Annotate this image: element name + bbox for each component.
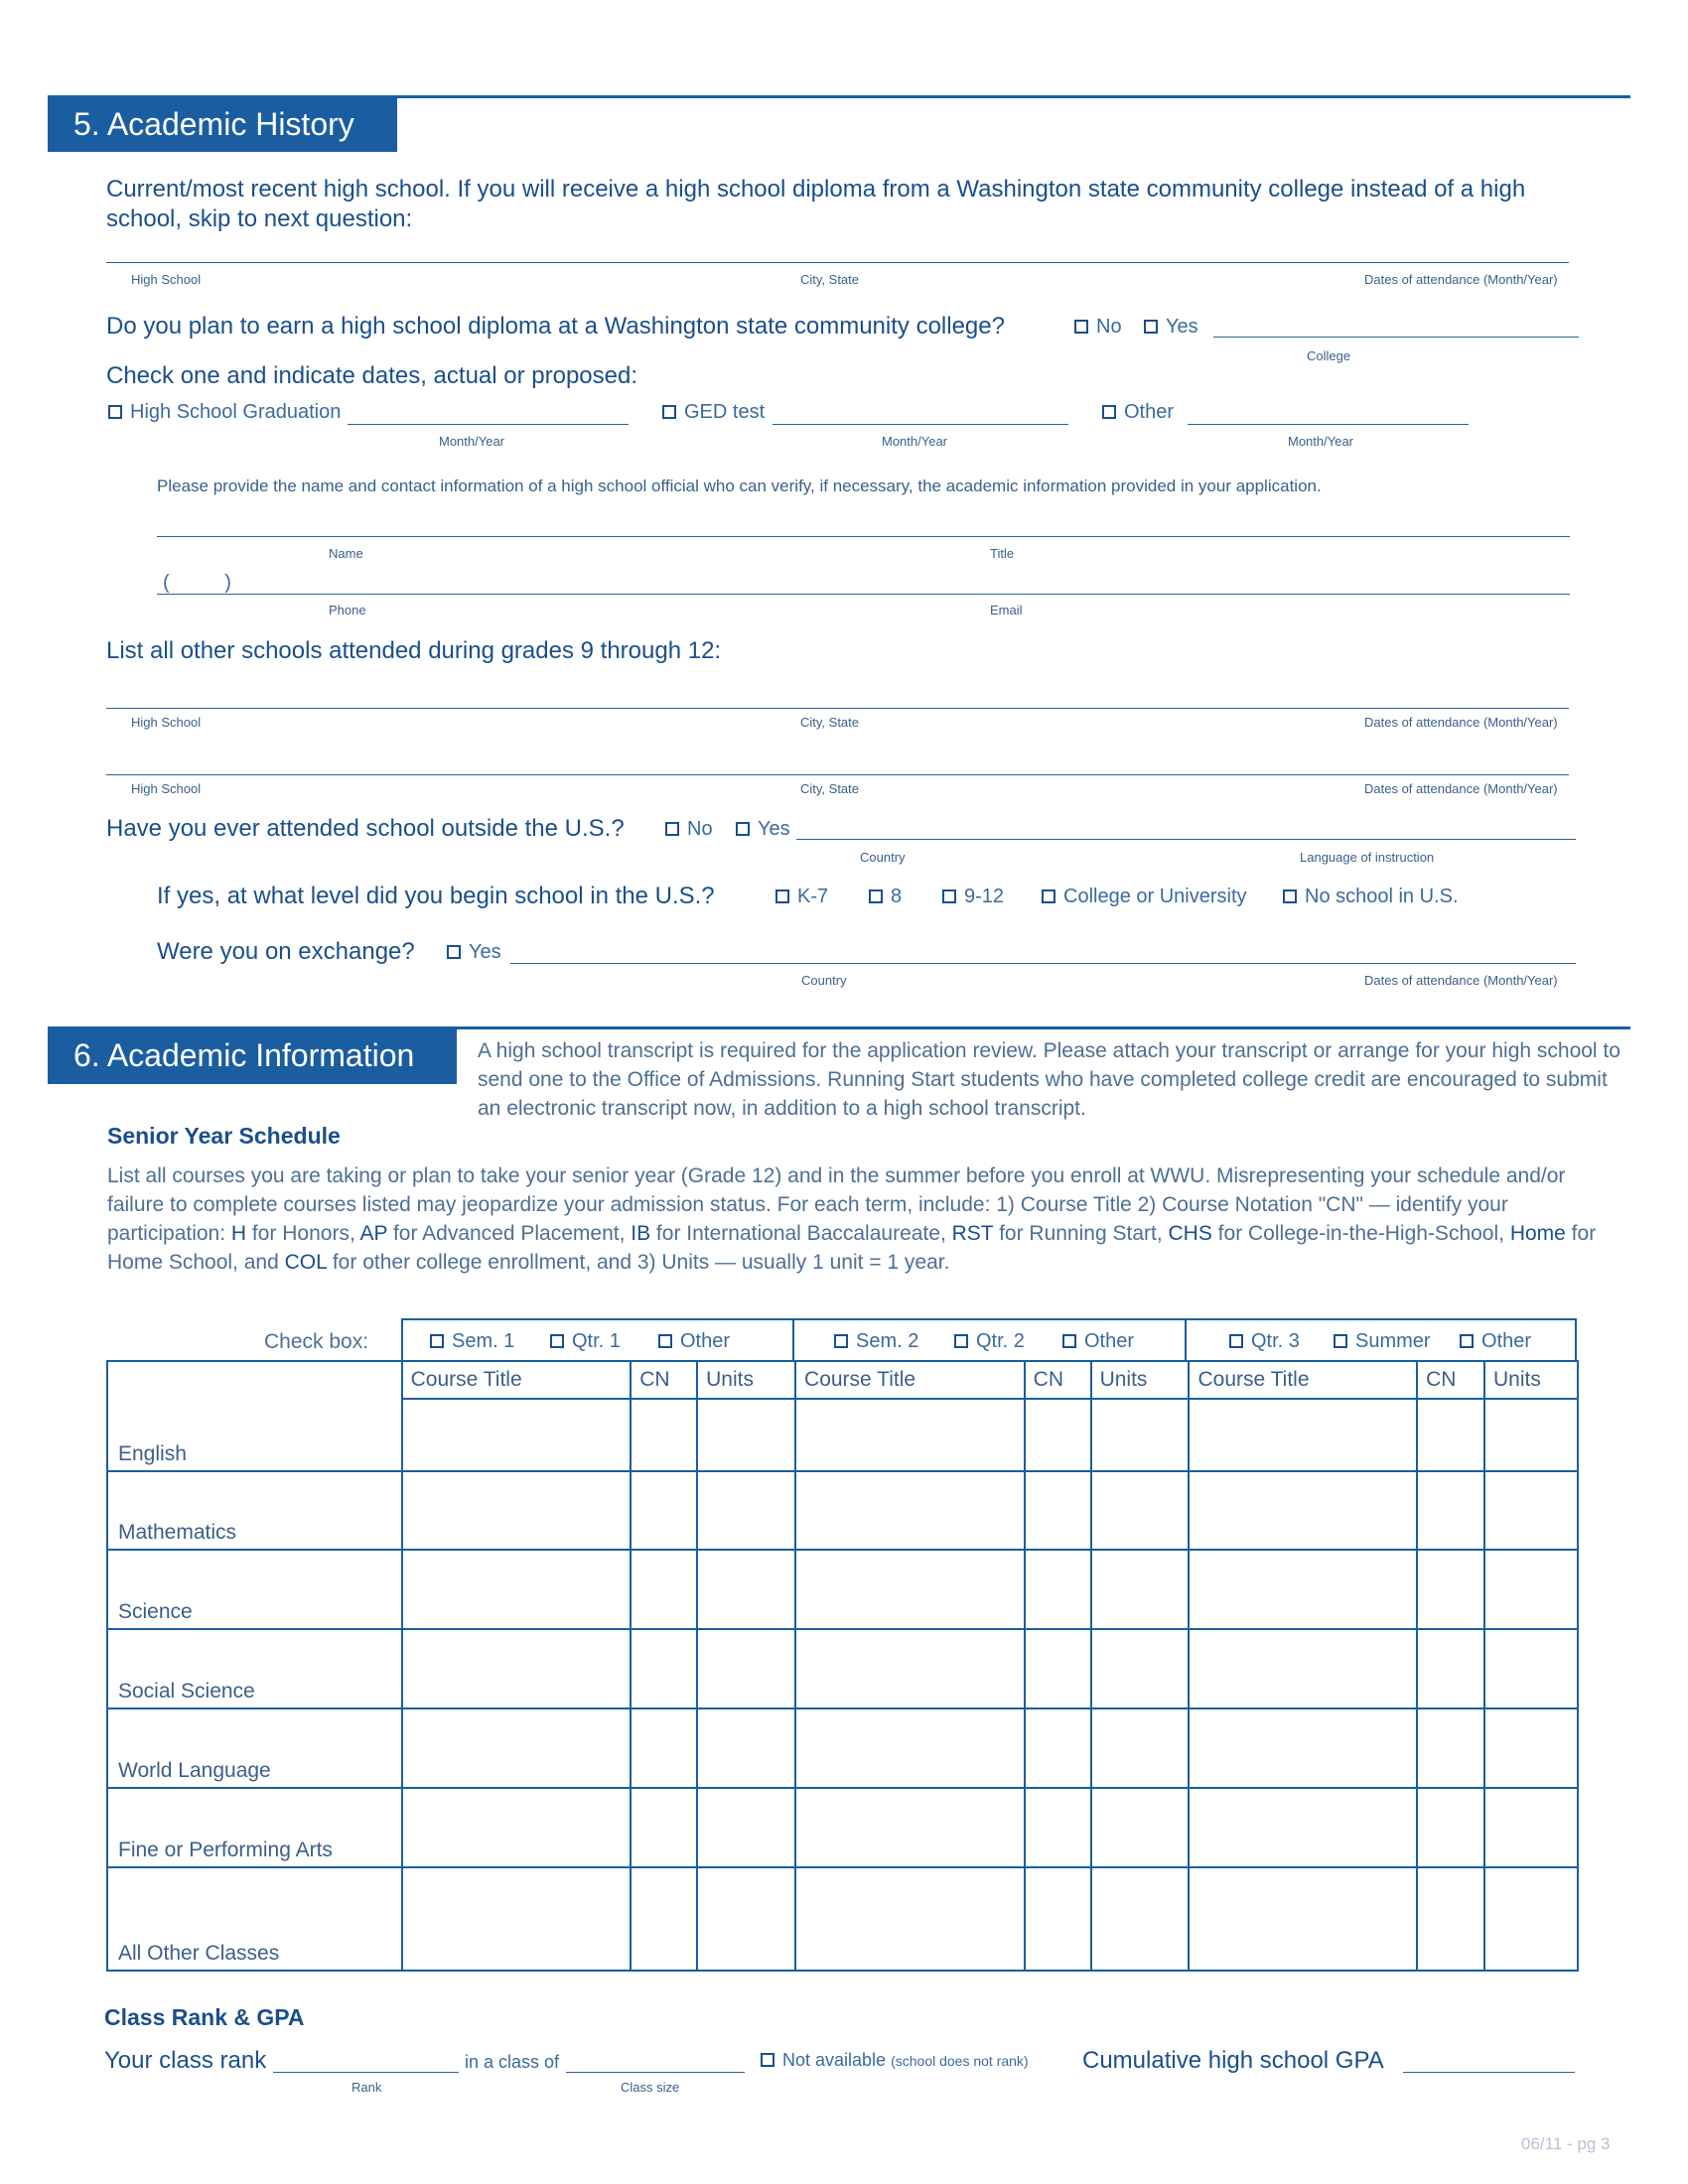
label-email: Email — [990, 603, 1023, 617]
term-summer-checkbox[interactable] — [1334, 1330, 1431, 1353]
entry-cell[interactable] — [1025, 1867, 1091, 1971]
term-divider — [792, 1318, 794, 1360]
level-8-label: 8 — [891, 886, 903, 907]
level-k7-label: K-7 — [797, 886, 829, 907]
entry-cell[interactable] — [697, 1550, 795, 1629]
ged-date-line[interactable] — [773, 424, 1068, 425]
senior-schedule-title: Senior Year Schedule — [107, 1123, 341, 1149]
term-label: Qtr. 2 — [976, 1330, 1025, 1352]
class-size-line[interactable] — [566, 2072, 745, 2073]
entry-cell[interactable] — [631, 1399, 697, 1471]
phone-area-code: ( ) — [163, 572, 231, 594]
term-other3-checkbox[interactable] — [1460, 1330, 1531, 1353]
term-divider — [1185, 1318, 1187, 1360]
class-rank-title: Class Rank & GPA — [104, 2004, 305, 2030]
term-label: Summer — [1355, 1330, 1431, 1352]
level-8-checkbox[interactable] — [869, 886, 902, 908]
col-units: Units — [1091, 1361, 1190, 1399]
entry-cell[interactable] — [1025, 1788, 1091, 1867]
entry-cell[interactable] — [795, 1708, 1025, 1788]
other-school-line-2[interactable] — [106, 774, 1569, 775]
col-cn: CN — [1025, 1361, 1091, 1399]
checkbox-icon — [775, 889, 789, 903]
entry-cell[interactable] — [697, 1867, 795, 1971]
label-title: Title — [990, 546, 1015, 561]
label-dates: Dates of attendance (Month/Year) — [1364, 715, 1558, 730]
entry-cell[interactable] — [402, 1629, 632, 1708]
col-units: Units — [697, 1361, 795, 1399]
label-dates: Dates of attendance (Month/Year) — [1364, 272, 1558, 287]
check-box-label: Check box: — [264, 1330, 369, 1353]
yes-label: Yes — [469, 941, 501, 963]
hs-graduation-checkbox[interactable] — [108, 401, 341, 424]
entry-cell[interactable] — [402, 1788, 632, 1867]
level-9-12-label: 9-12 — [964, 886, 1005, 907]
term-label: Sem. 1 — [452, 1330, 515, 1352]
entry-cell[interactable] — [1417, 1550, 1484, 1629]
entry-cell[interactable] — [1189, 1629, 1417, 1708]
month-year-label: Month/Year — [882, 434, 948, 449]
label-high-school: High School — [131, 781, 202, 796]
entry-cell[interactable] — [795, 1629, 1025, 1708]
term-label: Other — [1481, 1330, 1532, 1352]
entry-cell[interactable] — [1417, 1399, 1484, 1471]
diploma-no-checkbox[interactable] — [1074, 316, 1122, 339]
label-dates: Dates of attendance (Month/Year) — [1364, 973, 1558, 988]
subject-social-science: Social Science — [107, 1629, 402, 1708]
in-class-of-label: in a class of — [465, 2052, 560, 2072]
label-country: Country — [860, 850, 906, 865]
term-qtr2-checkbox[interactable] — [954, 1330, 1025, 1353]
table-header-row — [107, 1361, 1578, 1399]
entry-cell[interactable] — [697, 1708, 795, 1788]
level-college-label: College or University — [1063, 886, 1247, 907]
entry-cell[interactable] — [1484, 1867, 1578, 1971]
checkbox-icon — [834, 1334, 848, 1348]
code-ib: IB — [631, 1222, 651, 1245]
college-line[interactable] — [1213, 337, 1579, 338]
section6-title: 6. Academic Information — [48, 1027, 457, 1084]
subject-english: English — [107, 1361, 402, 1471]
intro-text: for Honors, — [246, 1222, 360, 1245]
transcript-note: A high school transcript is required for the application review. Please attach your transcript or arrange for your high school to send one to the Office of Admissions. Running Start students who have completed college credit are encouraged to submit an electronic transcript now, in addition to a high school transcript. — [478, 1039, 1620, 1120]
entry-cell[interactable] — [1025, 1550, 1091, 1629]
entry-cell[interactable] — [1484, 1788, 1578, 1867]
entry-cell[interactable] — [1091, 1867, 1190, 1971]
code-home: Home — [1509, 1222, 1566, 1245]
subject-mathematics: Mathematics — [107, 1471, 402, 1550]
checkbox-icon — [1283, 889, 1297, 903]
term-qtr1-checkbox[interactable] — [550, 1330, 621, 1353]
entry-cell[interactable] — [795, 1471, 1025, 1550]
entry-cell[interactable] — [402, 1867, 632, 1971]
label-city-state: City, State — [800, 715, 860, 730]
checkbox-icon — [1042, 889, 1055, 903]
entry-cell[interactable] — [1417, 1629, 1484, 1708]
entry-cell[interactable] — [402, 1708, 632, 1788]
term-label: Qtr. 1 — [572, 1330, 621, 1352]
subject-all-other: All Other Classes — [107, 1867, 402, 1971]
col-cn: CN — [631, 1361, 697, 1399]
entry-cell[interactable] — [402, 1399, 632, 1471]
diploma-question: Do you plan to earn a high school diploma at a Washington state community college? — [106, 313, 1005, 340]
entry-cell[interactable] — [402, 1471, 632, 1550]
your-class-rank-label: Your class rank — [104, 2047, 267, 2074]
intro-text: List all courses you are taking or plan to take your senior year (Grade 12) and in the summer before you enroll at WWU. Misrepresenting your schedule and/or failure to complete courses listed may jeopardize your admission status. For each term, include: 1) Course Title 2) Course Notation "CN" — identify your participation: — [107, 1164, 1566, 1245]
term-other2-checkbox[interactable] — [1062, 1330, 1134, 1353]
entry-cell[interactable] — [697, 1399, 795, 1471]
entry-cell[interactable] — [1091, 1399, 1190, 1471]
current-school-line[interactable] — [106, 262, 1569, 263]
entry-cell[interactable] — [631, 1867, 697, 1971]
subject-world-language: World Language — [107, 1708, 402, 1788]
checkbox-icon — [550, 1334, 564, 1348]
check-one-text: Check one and indicate dates, actual or proposed: — [106, 362, 638, 389]
label-name: Name — [329, 546, 363, 561]
subject-fine-arts: Fine or Performing Arts — [107, 1788, 402, 1867]
month-year-label: Month/Year — [1288, 434, 1354, 449]
entry-cell[interactable] — [1189, 1867, 1417, 1971]
term-label: Sem. 2 — [856, 1330, 919, 1352]
checkbox-icon — [108, 405, 122, 419]
intro-text: for Running Start, — [993, 1222, 1169, 1245]
exchange-question: Were you on exchange? — [157, 938, 415, 965]
no-label: No — [687, 818, 713, 840]
entry-cell[interactable] — [1484, 1471, 1578, 1550]
label-rank: Rank — [352, 2080, 382, 2095]
checkbox-icon — [1074, 320, 1088, 334]
other-schools-text: List all other schools attended during grades 9 through 12: — [106, 637, 722, 664]
entry-cell[interactable] — [697, 1471, 795, 1550]
hs-graduation-date-line[interactable] — [348, 424, 629, 425]
entry-cell[interactable] — [1189, 1550, 1417, 1629]
term-sem2-checkbox[interactable] — [834, 1330, 918, 1353]
checkbox-icon — [942, 889, 956, 903]
col-course-title: Course Title — [402, 1361, 632, 1399]
code-chs: CHS — [1168, 1222, 1212, 1245]
term-other1-checkbox[interactable] — [658, 1330, 730, 1353]
entry-cell[interactable] — [1484, 1708, 1578, 1788]
checkbox-icon — [662, 405, 676, 419]
hs-graduation-label: High School Graduation — [130, 401, 342, 423]
col-cn: CN — [1417, 1361, 1484, 1399]
other-grad-label: Other — [1124, 401, 1175, 423]
level-none-checkbox[interactable] — [1283, 886, 1459, 908]
label-high-school: High School — [131, 715, 202, 730]
code-col: COL — [284, 1251, 328, 1274]
entry-cell[interactable] — [697, 1788, 795, 1867]
checkbox-icon — [1102, 405, 1116, 419]
checkbox-icon — [1334, 1334, 1347, 1348]
rank-line[interactable] — [273, 2072, 459, 2073]
label-language: Language of instruction — [1300, 850, 1435, 865]
entry-cell[interactable] — [1025, 1399, 1091, 1471]
diploma-yes-checkbox[interactable] — [1144, 316, 1198, 339]
page-footer: 06/11 - pg 3 — [1521, 2134, 1611, 2153]
entry-cell[interactable] — [1189, 1708, 1417, 1788]
label-city-state: City, State — [800, 272, 860, 287]
level-none-label: No school in U.S. — [1305, 886, 1459, 907]
term-label: Qtr. 3 — [1251, 1330, 1300, 1352]
checkbox-icon — [954, 1334, 968, 1348]
official-phone-email-line[interactable] — [157, 594, 1570, 595]
senior-schedule-instructions — [107, 1161, 1617, 1277]
entry-cell[interactable] — [795, 1788, 1025, 1867]
yes-label: Yes — [1166, 316, 1198, 338]
no-label: No — [1096, 316, 1122, 338]
code-rst: RST — [951, 1222, 994, 1245]
entry-cell[interactable] — [402, 1550, 632, 1629]
entry-cell[interactable] — [795, 1867, 1025, 1971]
level-question: If yes, at what level did you begin school in the U.S.? — [157, 883, 715, 909]
entry-cell[interactable] — [631, 1708, 697, 1788]
checkbox-icon — [430, 1334, 444, 1348]
intro-text: for Home School, and — [107, 1222, 1597, 1274]
not-rank-note: (school does not rank) — [891, 2053, 1029, 2069]
term-label: Other — [1084, 1330, 1135, 1352]
outside-country-line[interactable] — [796, 839, 1576, 840]
entry-cell[interactable] — [1417, 1708, 1484, 1788]
ged-label: GED test — [684, 401, 766, 423]
label-high-school: High School — [131, 272, 202, 287]
entry-cell[interactable] — [1091, 1550, 1190, 1629]
section5-title: 5. Academic History — [48, 96, 397, 152]
gpa-label: Cumulative high school GPA — [1082, 2047, 1384, 2074]
entry-cell[interactable] — [1091, 1788, 1190, 1867]
outside-no-checkbox[interactable] — [665, 818, 713, 841]
entry-cell[interactable] — [631, 1550, 697, 1629]
label-college: College — [1307, 348, 1351, 363]
level-k7-checkbox[interactable] — [775, 886, 828, 908]
checkbox-icon — [1229, 1334, 1243, 1348]
checkbox-icon — [1062, 1334, 1076, 1348]
section5-intro: Current/most recent high school. If you will receive a high school diploma from a Washington state community college instead of a high school, skip to next question: — [106, 176, 1526, 232]
entry-cell[interactable] — [1417, 1788, 1484, 1867]
col-units: Units — [1484, 1361, 1578, 1399]
label-city-state: City, State — [800, 781, 860, 796]
checkbox-icon — [1460, 1334, 1474, 1348]
ged-checkbox[interactable] — [662, 401, 765, 424]
not-available-label: Not available — [782, 2050, 887, 2070]
col-course-title: Course Title — [1189, 1361, 1417, 1399]
entry-cell[interactable] — [1484, 1629, 1578, 1708]
code-ap: AP — [359, 1222, 388, 1245]
other-school-line-1[interactable] — [106, 708, 1569, 709]
yes-label: Yes — [758, 818, 790, 840]
checkbox-icon — [447, 945, 461, 959]
course-schedule-table — [106, 1360, 1579, 1972]
entry-cell[interactable] — [1189, 1788, 1417, 1867]
official-name-title-line[interactable] — [157, 536, 1570, 537]
official-note: Please provide the name and contact information of a high school official who can verify, if necessary, the academic information provided in your application. — [157, 477, 1322, 495]
entry-cell[interactable] — [1091, 1471, 1190, 1550]
outside-yes-checkbox[interactable] — [736, 818, 790, 841]
level-college-checkbox[interactable] — [1042, 886, 1247, 908]
checkbox-icon — [665, 822, 679, 836]
entry-cell[interactable] — [1025, 1471, 1091, 1550]
exchange-line[interactable] — [510, 963, 1576, 964]
table-row — [107, 1867, 1578, 1971]
entry-cell[interactable] — [1417, 1471, 1484, 1550]
entry-cell[interactable] — [631, 1788, 697, 1867]
level-9-12-checkbox[interactable] — [942, 886, 1004, 908]
label-country: Country — [801, 973, 847, 988]
term-label: Other — [680, 1330, 731, 1352]
code-h: H — [230, 1222, 247, 1245]
entry-cell[interactable] — [1189, 1399, 1417, 1471]
term-sem1-checkbox[interactable] — [430, 1330, 514, 1353]
outside-us-question: Have you ever attended school outside the U.S.? — [106, 815, 625, 842]
table-row — [107, 1629, 1578, 1708]
entry-cell[interactable] — [697, 1629, 795, 1708]
checkbox-icon — [761, 2053, 774, 2067]
entry-cell[interactable] — [631, 1629, 697, 1708]
entry-cell[interactable] — [1189, 1471, 1417, 1550]
table-row — [107, 1550, 1578, 1629]
other-grad-date-line[interactable] — [1188, 424, 1469, 425]
gpa-line[interactable] — [1403, 2072, 1575, 2073]
intro-text: for other college enrollment, and 3) Units — usually 1 unit = 1 year. — [327, 1251, 950, 1274]
entry-cell[interactable] — [1484, 1550, 1578, 1629]
intro-text: for International Baccalaureate, — [650, 1222, 952, 1245]
table-row — [107, 1708, 1578, 1788]
entry-cell[interactable] — [1091, 1629, 1190, 1708]
checkbox-icon — [869, 889, 883, 903]
table-row — [107, 1471, 1578, 1550]
label-phone: Phone — [329, 603, 366, 617]
checkbox-icon — [658, 1334, 672, 1348]
entry-cell[interactable] — [1025, 1708, 1091, 1788]
not-available-checkbox[interactable] — [761, 2050, 1029, 2071]
checkbox-icon — [1144, 320, 1158, 334]
intro-text: for Advanced Placement, — [387, 1222, 632, 1245]
subject-science: Science — [107, 1550, 402, 1629]
intro-text: for College-in-the-High-School, — [1211, 1222, 1510, 1245]
entry-cell[interactable] — [1025, 1629, 1091, 1708]
term-qtr3-checkbox[interactable] — [1229, 1330, 1300, 1353]
checkbox-icon — [736, 822, 750, 836]
label-class-size: Class size — [621, 2080, 680, 2095]
entry-cell[interactable] — [795, 1399, 1025, 1471]
table-row — [107, 1788, 1578, 1867]
month-year-label: Month/Year — [439, 434, 505, 449]
entry-cell[interactable] — [795, 1550, 1025, 1629]
entry-cell[interactable] — [1484, 1399, 1578, 1471]
entry-cell[interactable] — [631, 1471, 697, 1550]
exchange-yes-checkbox[interactable] — [447, 941, 501, 964]
other-grad-checkbox[interactable] — [1102, 401, 1174, 424]
entry-cell[interactable] — [1417, 1867, 1484, 1971]
col-course-title: Course Title — [795, 1361, 1025, 1399]
entry-cell[interactable] — [1091, 1708, 1190, 1788]
label-dates: Dates of attendance (Month/Year) — [1364, 781, 1558, 796]
